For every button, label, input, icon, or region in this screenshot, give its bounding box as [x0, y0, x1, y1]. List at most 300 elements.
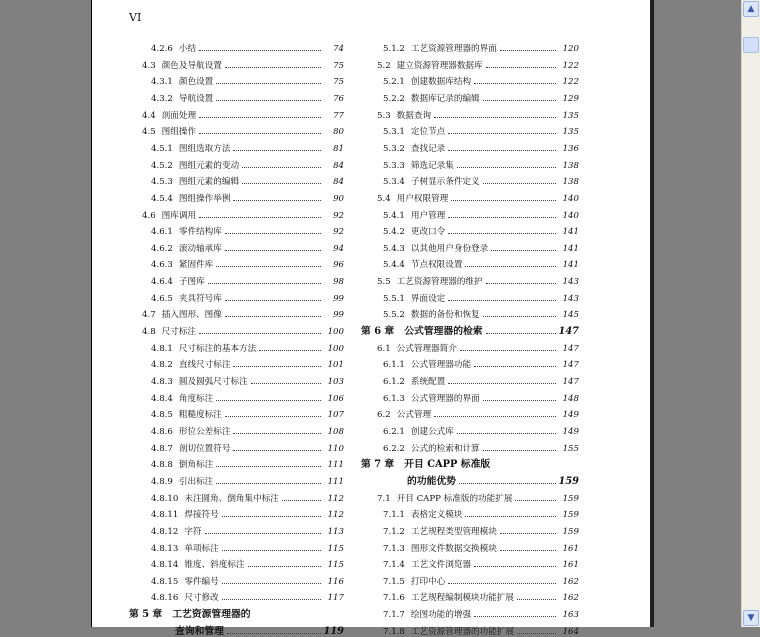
leader-dots — [457, 433, 556, 434]
toc-entry-title: 图组操作举例 — [178, 193, 231, 204]
toc-entry-page: 147 — [562, 360, 579, 371]
leader-dots — [222, 583, 321, 584]
toc-entry-page: 149 — [562, 426, 579, 437]
toc-entry-page: 110 — [327, 443, 344, 454]
toc-entry-number: 7.1.2 — [383, 526, 405, 537]
toc-entry-number: 5.2 — [377, 60, 391, 71]
leader-dots — [216, 266, 321, 267]
toc-entry-number: 7.1.1 — [383, 510, 405, 521]
toc-entry-page: 92 — [333, 210, 344, 221]
toc-entry — [151, 38, 344, 54]
toc-entry-page: 76 — [333, 93, 344, 104]
toc-entry-title: 定位节点 — [410, 127, 446, 138]
toc-entry — [151, 238, 344, 254]
leader-dots — [199, 217, 321, 218]
toc-entry — [361, 471, 579, 487]
toc-entry — [142, 321, 344, 337]
toc-entry-number: 5.5 — [377, 277, 391, 288]
toc-entry — [383, 371, 579, 387]
toc-entry-number: 第 6 章 — [361, 326, 395, 338]
leader-dots — [199, 133, 321, 134]
leader-dots — [451, 200, 556, 201]
toc-entry — [151, 454, 344, 470]
toc-entry-number: 4.8.1 — [151, 343, 173, 354]
leader-dots — [222, 516, 321, 517]
page-number: VI — [129, 11, 142, 24]
toc-entry — [151, 571, 344, 587]
toc-entry-number: 4.8.3 — [151, 377, 173, 387]
toc-entry-title: 倒角标注 — [178, 460, 214, 471]
toc-entry — [383, 504, 579, 520]
toc-entry — [142, 121, 344, 137]
leader-dots — [474, 83, 556, 84]
toc-entry-page: 111 — [327, 460, 344, 471]
toc-entry — [361, 321, 579, 337]
toc-entry-page: 141 — [562, 243, 579, 254]
toc-entry-number: 4.8.13 — [151, 543, 179, 554]
toc-entry-title: 工艺文件浏览器 — [410, 560, 472, 571]
leader-dots — [233, 150, 321, 151]
toc-entry-number: 第 5 章 — [129, 609, 163, 621]
toc-entry-title: 打印中心 — [410, 576, 446, 587]
toc-entry — [142, 304, 344, 320]
leader-dots — [216, 466, 321, 467]
toc-entry-title: 圆及圆弧尺寸标注 — [178, 377, 248, 387]
toc-entry-title: 未注圆角、倒角集中标注 — [184, 493, 279, 504]
leader-dots — [448, 300, 556, 301]
leader-dots — [448, 217, 556, 218]
toc-entry-number: 4.8.8 — [151, 460, 173, 471]
toc-entry — [383, 254, 579, 270]
toc-entry-page: 159 — [562, 526, 579, 537]
toc-entry — [129, 621, 344, 637]
toc-entry — [383, 71, 579, 87]
toc-entry-title: 数据的备份和恢复 — [410, 310, 480, 321]
toc-entry-title: 工艺规程编制模块功能扩展 — [410, 593, 515, 604]
leader-dots — [216, 400, 321, 401]
toc-entry-title: 形位公差标注 — [178, 426, 231, 437]
toc-entry — [151, 288, 344, 304]
leader-dots — [199, 50, 321, 51]
toc-entry-page: 135 — [562, 127, 579, 138]
leader-dots — [282, 500, 321, 501]
toc-entry-page: 138 — [562, 177, 579, 188]
toc-entry-title: 尺寸修改 — [184, 593, 219, 604]
toc-entry-title: 绘图功能的增强 — [410, 610, 472, 621]
vertical-scrollbar[interactable] — [741, 0, 760, 627]
toc-entry-title: 公式管理器简介 — [396, 343, 457, 354]
toc-entry-number: 7.1.3 — [383, 543, 405, 554]
leader-dots — [225, 316, 321, 317]
toc-entry — [377, 488, 579, 504]
toc-entry — [377, 338, 579, 354]
scroll-down-button[interactable] — [743, 610, 759, 626]
toc-entry — [377, 55, 579, 71]
toc-entry-page: 135 — [562, 110, 579, 121]
toc-entry-title: 以其他用户身份登录 — [410, 243, 489, 254]
toc-entry — [383, 438, 579, 454]
toc-entry-page: 99 — [333, 293, 344, 304]
toc-entry-page: 122 — [562, 60, 579, 71]
leader-dots — [205, 533, 321, 534]
toc-entry-title: 公式管理器的界面 — [410, 393, 480, 404]
toc-entry — [383, 538, 579, 554]
toc-entry-page: 119 — [323, 625, 344, 637]
toc-entry — [151, 88, 344, 104]
leader-dots — [483, 450, 556, 451]
toc-entry-title: 滚动轴承库 — [178, 243, 222, 254]
leader-dots — [248, 566, 321, 567]
toc-entry-page: 161 — [562, 543, 579, 554]
toc-entry-page: 159 — [558, 475, 579, 487]
toc-entry-page: 149 — [562, 410, 579, 421]
toc-entry-title: 剖切位置符号 — [178, 443, 231, 454]
toc-entry — [361, 454, 579, 470]
leader-dots — [459, 483, 556, 484]
leader-dots — [491, 250, 556, 251]
toc-entry-title: 单项标注 — [184, 543, 219, 554]
toc-entry-number: 4.8.9 — [151, 476, 173, 487]
toc-entry-page: 164 — [562, 626, 579, 637]
toc-entry-page: 108 — [327, 426, 344, 437]
toc-entry-title: 节点权限设置 — [410, 260, 463, 271]
toc-entry-number: 7.1.8 — [383, 626, 405, 637]
toc-entry-title: 的功能优势 — [407, 475, 456, 487]
toc-entry-number: 5.3.3 — [383, 160, 405, 171]
toc-entry-page: 143 — [562, 277, 579, 288]
arrow-down-icon: ▼ — [747, 613, 755, 623]
toc-entry-page: 116 — [327, 576, 344, 587]
leader-dots — [233, 433, 321, 434]
toc-entry-number: 5.3.1 — [383, 127, 405, 138]
toc-entry — [151, 404, 344, 420]
toc-entry — [383, 38, 579, 54]
toc-entry-number: 5.2.2 — [383, 93, 405, 104]
toc-entry-number: 4.3.2 — [151, 93, 173, 104]
toc-entry-title: 公式的检索和计算 — [410, 443, 480, 454]
toc-entry — [151, 554, 344, 570]
leader-dots — [460, 350, 556, 351]
toc-entry-title: 公式管理 — [396, 410, 432, 421]
toc-entry — [151, 438, 344, 454]
toc-entry-number: 4.5 — [142, 127, 156, 138]
toc-entry-page: 94 — [333, 243, 344, 254]
toc-entry-number: 6.2.2 — [383, 443, 405, 454]
toc-entry — [129, 604, 344, 620]
toc-entry-number: 4.7 — [142, 310, 156, 321]
toc-entry-number: 5.4.3 — [383, 243, 405, 254]
toc-entry-number: 4.6 — [142, 210, 156, 221]
leader-dots — [199, 117, 321, 118]
toc-entry-number: 5.4.1 — [383, 210, 405, 221]
toc-entry — [383, 121, 579, 137]
leader-dots — [465, 516, 556, 517]
toc-entry-title: 表格定义模块 — [410, 510, 463, 521]
leader-dots — [500, 550, 556, 551]
toc-entry-page: 90 — [333, 193, 344, 204]
toc-entry-number: 6.1.1 — [383, 360, 405, 371]
toc-entry — [142, 55, 344, 71]
toc-entry-title: 建立资源管理器数据库 — [396, 60, 483, 71]
toc-entry-title: 图组元素的变动 — [178, 160, 240, 171]
toc-entry — [151, 188, 344, 204]
leader-dots — [434, 416, 556, 417]
toc-entry — [151, 538, 344, 554]
toc-entry-page: 122 — [562, 77, 579, 88]
leader-dots — [216, 100, 321, 101]
toc-entry-page: 107 — [327, 410, 344, 421]
toc-entry-title: 粗糙度标注 — [178, 410, 222, 421]
toc-entry-title: 查询和管理 — [175, 625, 224, 637]
toc-entry-page: 147 — [558, 326, 579, 338]
toc-entry — [383, 221, 579, 237]
leader-dots — [448, 233, 556, 234]
leader-dots — [483, 316, 556, 317]
toc-entry-title: 筛选记录集 — [410, 160, 454, 171]
toc-entry-page: 147 — [562, 377, 579, 387]
toc-entry — [151, 488, 344, 504]
toc-entry — [151, 471, 344, 487]
toc-entry-page: 84 — [333, 177, 344, 188]
toc-entry-number: 4.5.3 — [151, 177, 173, 188]
toc-entry-page: 159 — [562, 493, 579, 504]
document-page — [91, 0, 651, 637]
toc-entry-title: 用户权限管理 — [396, 193, 449, 204]
toc-entry-number: 6.2.1 — [383, 426, 405, 437]
toc-entry-number: 5.4.4 — [383, 260, 405, 271]
toc-entry-title: 查找记录 — [410, 143, 446, 154]
toc-entry-number: 7.1.7 — [383, 610, 405, 621]
toc-entry-number: 4.8.11 — [151, 510, 179, 521]
toc-entry — [383, 205, 579, 221]
toc-entry — [383, 155, 579, 171]
toc-entry-number: 6.1.2 — [383, 377, 405, 387]
toc-entry-page: 113 — [327, 526, 344, 537]
toc-entry — [377, 105, 579, 121]
toc-entry-number: 7.1.5 — [383, 576, 405, 587]
toc-entry-title: 小结 — [178, 44, 197, 54]
toc-entry-number: 5.4 — [377, 193, 391, 204]
toc-entry-title: 公式管理器功能 — [410, 360, 472, 371]
toc-entry-title: 更改口令 — [410, 227, 446, 238]
toc-entry-title: 图组选取方法 — [178, 143, 231, 154]
toc-entry-page: 92 — [333, 227, 344, 238]
toc-entry — [151, 138, 344, 154]
toc-entry — [383, 604, 579, 620]
toc-entry-number: 4.8.4 — [151, 393, 173, 404]
leader-dots — [208, 283, 321, 284]
toc-entry-number: 4.8.10 — [151, 493, 179, 504]
toc-entry-title: 焊接符号 — [184, 510, 219, 521]
toc-entry-number: 4.8.2 — [151, 360, 173, 371]
toc-entry-page: 101 — [327, 360, 344, 371]
arrow-up-icon: ▲ — [747, 4, 755, 14]
toc-entry — [383, 171, 579, 187]
leader-dots — [227, 633, 321, 634]
leader-dots — [474, 616, 556, 617]
toc-entry-title: 系统配置 — [410, 377, 446, 387]
toc-entry-number: 4.8.12 — [151, 526, 179, 537]
leader-dots — [515, 500, 556, 501]
leader-dots — [225, 67, 321, 68]
toc-entry-number: 4.4 — [142, 110, 156, 121]
toc-entry — [377, 271, 579, 287]
toc-entry-title: 图库调用 — [161, 210, 197, 221]
toc-entry-number: 4.6.1 — [151, 227, 173, 238]
toc-entry-page: 145 — [562, 310, 579, 321]
toc-entry-page: 77 — [333, 110, 344, 121]
toc-entry-title: 插入图形、图像 — [161, 310, 222, 321]
toc-entry — [377, 188, 579, 204]
toc-entry — [383, 388, 579, 404]
toc-entry-title: 工艺资源管理器的界面 — [410, 44, 497, 54]
toc-entry-page: 138 — [562, 160, 579, 171]
toc-entry — [151, 504, 344, 520]
toc-entry — [383, 304, 579, 320]
leader-dots — [486, 333, 556, 334]
leader-dots — [242, 167, 321, 168]
toc-entry-number: 4.6.3 — [151, 260, 173, 271]
leader-dots — [448, 583, 556, 584]
toc-entry-number: 5.3.4 — [383, 177, 405, 188]
toc-entry-number: 4.8.16 — [151, 593, 179, 604]
toc-entry — [151, 71, 344, 87]
toc-entry-page: 115 — [327, 543, 344, 554]
toc-entry-page: 81 — [333, 143, 344, 154]
toc-entry — [151, 271, 344, 287]
toc-entry-number: 6.2 — [377, 410, 391, 421]
toc-entry-page: 74 — [333, 44, 344, 54]
toc-entry-title: 图组元素的编辑 — [178, 177, 240, 188]
toc-entry-number: 4.8.14 — [151, 560, 179, 571]
toc-entry-page: 148 — [562, 393, 579, 404]
toc-entry-page: 106 — [327, 393, 344, 404]
toc-entry — [151, 254, 344, 270]
leader-dots — [486, 67, 556, 68]
toc-entry-number: 5.1.2 — [383, 44, 405, 54]
toc-entry — [151, 388, 344, 404]
toc-entry-number: 4.6.4 — [151, 277, 173, 288]
toc-entry-title: 零件结构库 — [178, 227, 222, 238]
toc-entry-title: 尺寸标注 — [161, 327, 197, 338]
leader-dots — [483, 100, 556, 101]
toc-entry-page: 162 — [562, 593, 579, 604]
toc-entry — [151, 221, 344, 237]
leader-dots — [483, 183, 556, 184]
toc-entry-page: 159 — [562, 510, 579, 521]
leader-dots — [216, 483, 321, 484]
toc-entry — [142, 205, 344, 221]
toc-entry — [383, 354, 579, 370]
toc-entry-number: 4.6.5 — [151, 293, 173, 304]
page-shadow — [650, 0, 654, 627]
toc-entry-number: 5.4.2 — [383, 227, 405, 238]
leader-dots — [483, 400, 556, 401]
leader-dots — [517, 599, 556, 600]
toc-entry-title: 界面设定 — [410, 293, 446, 304]
toc-entry-page: 115 — [327, 560, 344, 571]
leader-dots — [225, 300, 321, 301]
toc-entry-page: 80 — [333, 127, 344, 138]
leader-dots — [222, 599, 321, 600]
toc-entry-page: 75 — [333, 60, 344, 71]
toc-entry-number: 5.5.1 — [383, 293, 405, 304]
toc-entry-title: 工艺资源管理器的 — [172, 609, 251, 621]
toc-entry — [383, 554, 579, 570]
toc-entry-number: 4.5.2 — [151, 160, 173, 171]
toc-entry-page: 162 — [562, 576, 579, 587]
toc-entry-page: 120 — [562, 44, 579, 54]
toc-entry-number: 7.1 — [377, 493, 391, 504]
leader-dots — [457, 167, 556, 168]
toc-entry-title: 子树显示条件定义 — [410, 177, 480, 188]
toc-entry-page: 161 — [562, 560, 579, 571]
toc-entry-title: 颜色及导航设置 — [161, 60, 222, 71]
toc-entry-page: 112 — [327, 510, 344, 521]
toc-entry-title: 图形文件数据交换模块 — [410, 543, 497, 554]
leader-dots — [199, 333, 321, 334]
toc-entry — [151, 354, 344, 370]
scroll-up-button[interactable] — [743, 1, 759, 17]
leader-dots — [242, 183, 321, 184]
leader-dots — [251, 383, 321, 384]
toc-entry-page: 99 — [333, 310, 344, 321]
toc-entry-page: 75 — [333, 77, 344, 88]
toc-entry-number: 4.8.15 — [151, 576, 179, 587]
toc-entry — [383, 288, 579, 304]
scroll-thumb[interactable] — [743, 37, 759, 53]
toc-entry-page: 163 — [562, 610, 579, 621]
toc-entry-title: 角度标注 — [178, 393, 214, 404]
toc-entry — [383, 571, 579, 587]
toc-entry-number: 6.1.3 — [383, 393, 405, 404]
toc-entry-page: 129 — [562, 93, 579, 104]
leader-dots — [225, 233, 321, 234]
toc-entry-page: 136 — [562, 143, 579, 154]
toc-entry-title: 数据查询 — [396, 110, 432, 121]
leader-dots — [259, 350, 321, 351]
leader-dots — [233, 450, 321, 451]
toc-entry — [383, 88, 579, 104]
leader-dots — [225, 416, 321, 417]
toc-entry — [151, 521, 344, 537]
toc-entry-title: 剖面处理 — [161, 110, 197, 121]
toc-entry-number: 7.1.4 — [383, 560, 405, 571]
toc-entry-page: 84 — [333, 160, 344, 171]
leader-dots — [448, 133, 556, 134]
toc-entry-number: 6.1 — [377, 343, 391, 354]
toc-entry-title: 工艺资源管理器的维护 — [396, 277, 483, 288]
toc-entry — [383, 138, 579, 154]
toc-entry-page: 100 — [327, 343, 344, 354]
toc-entry-title: 字符 — [184, 526, 202, 537]
toc-entry-number: 7.1.6 — [383, 593, 405, 604]
toc-entry-title: 子图库 — [178, 277, 205, 288]
toc-entry-number: 4.3.1 — [151, 77, 173, 88]
toc-entry-title: 直线尺寸标注 — [178, 360, 231, 371]
toc-entry — [383, 238, 579, 254]
toc-entry — [151, 587, 344, 603]
toc-entry-number: 4.8.6 — [151, 426, 173, 437]
toc-entry-title: 开目 CAPP 标准版的功能扩展 — [396, 493, 513, 504]
toc-entry-title: 夹具符号库 — [178, 293, 222, 304]
leader-dots — [465, 266, 556, 267]
toc-entry-page: 141 — [562, 260, 579, 271]
toc-entry-page: 98 — [333, 277, 344, 288]
toc-entry-title: 锥度、斜度标注 — [184, 560, 245, 571]
toc-entry-number: 4.5.4 — [151, 193, 173, 204]
leader-dots — [216, 83, 321, 84]
